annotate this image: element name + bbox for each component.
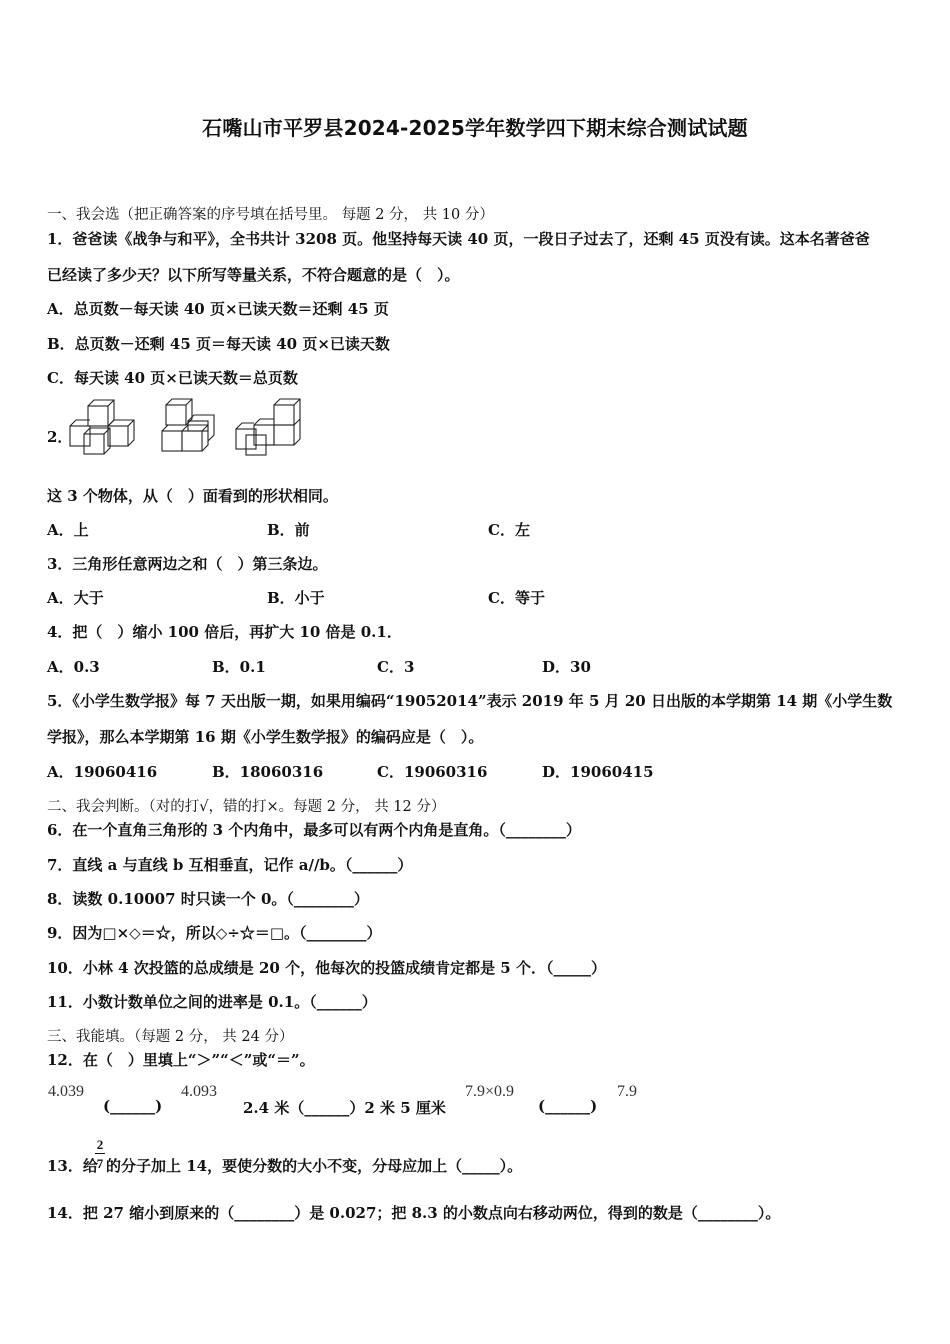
q13-prefix: 13．给 [47, 1157, 98, 1175]
q1-line2: 已经读了多少天？以下所写等量关系，不符合题意的是（ ）。 [47, 266, 460, 284]
judgment-item-9: 9．因为□×◇＝☆，所以◇÷☆＝□。（________） [47, 924, 382, 942]
q5-option-c: C．19060316 [377, 763, 488, 781]
section2-heading: 二、我会判断。（对的打√，错的打×。每题 2 分， 共 12 分） [47, 799, 446, 815]
q12-value-2: 4.093 [181, 1083, 217, 1100]
q4-option-d: D．30 [542, 658, 591, 676]
q12-text: 12．在（ ）里填上“＞”“＜”或“＝”。 [47, 1051, 315, 1069]
q5-option-a: A．19060416 [47, 763, 158, 781]
judgment-item-7: 7．直线 a 与直线 b 互相垂直，记作 a//b。（______） [47, 856, 413, 874]
q2-number: 2． [47, 428, 73, 446]
q1-option-b: B．总页数－还剩 45 页＝每天读 40 页×已读天数 [47, 335, 390, 353]
page-title: 石嘴山市平罗县2024-2025学年数学四下期末综合测试试题 [202, 116, 748, 140]
q2-text: 这 3 个物体，从（ ）面看到的形状相同。 [47, 487, 338, 505]
q12-value-1: 4.039 [48, 1083, 84, 1100]
q4-option-a: A．0.3 [47, 658, 100, 676]
q13-fraction-bar [95, 1153, 105, 1154]
q3-option-b: B．小于 [267, 589, 325, 607]
section3-heading: 三、我能填。（每题 2 分， 共 24 分） [47, 1029, 294, 1045]
q12-blank-1: (______) [103, 1097, 163, 1115]
q14-text: 14．把 27 缩小到原来的（________）是 0.027；把 8.3 的小数点向右移动两位，得到的数是（________）。 [47, 1204, 781, 1222]
q4-option-b: B．0.1 [212, 658, 266, 676]
judgment-item-8: 8．读数 0.10007 时只读一个 0。（________） [47, 890, 369, 908]
judgment-item-6: 6．在一个直角三角形的 3 个内角中，最多可以有两个内角是直角。（________） [47, 821, 581, 839]
q12-blank-3: (______) [538, 1097, 598, 1115]
q4-text: 4．把（ ）缩小 100 倍后，再扩大 10 倍是 0.1． [47, 623, 402, 641]
q2-option-a: A．上 [47, 521, 89, 539]
q2-option-c: C．左 [488, 521, 530, 539]
q12-value-3: 7.9×0.9 [465, 1083, 515, 1100]
q5-option-d: D．19060415 [542, 763, 654, 781]
q13-suffix: 的分子加上 14，要使分数的大小不变，分母应加上（_____）。 [106, 1157, 523, 1175]
cube-figure-1 [66, 398, 138, 460]
q4-option-c: C．3 [377, 658, 415, 676]
q1-line1: 1．爸爸读《战争与和平》，全书共计 3208 页。他坚持每天读 40 页，一段日子过去了，还剩 45 页没有读。这本名著爸爸 [47, 230, 870, 248]
judgment-item-10: 10．小林 4 次投篮的总成绩是 20 个，他每次的投篮成绩肯定都是 5 个．（_____） [47, 959, 606, 977]
cube-figure-3 [232, 397, 304, 459]
q1-option-c: C．每天读 40 页×已读天数＝总页数 [47, 369, 298, 387]
q3-option-c: C．等于 [488, 589, 545, 607]
q5-line2: 学报》，那么本学期第 16 期《小学生数学报》的编码应是（ ）。 [47, 728, 484, 746]
q2-option-b: B．前 [267, 521, 310, 539]
q12-middle-comparison: 2.4 米（______）2 米 5 厘米 [243, 1099, 446, 1117]
q5-line1: 5．《小学生数学报》每 7 天出版一期，如果用编码“19052014”表示 2019 年 5 月 20 日出版的本学期第 14 期《小学生数 [47, 692, 893, 710]
q13-fraction-denominator: 7 [96, 1156, 104, 1171]
q12-value-4: 7.9 [617, 1083, 637, 1100]
q1-option-a: A．总页数－每天读 40 页×已读天数＝还剩 45 页 [47, 300, 389, 318]
q13-fraction-numerator: 2 [96, 1137, 104, 1152]
q3-text: 3．三角形任意两边之和（ ）第三条边。 [47, 555, 328, 573]
q5-option-b: B．18060316 [212, 763, 324, 781]
q3-option-a: A．大于 [47, 589, 104, 607]
judgment-item-11: 11．小数计数单位之间的进率是 0.1。（______） [47, 993, 377, 1011]
section1-heading: 一、我会选（把正确答案的序号填在括号里。 每题 2 分， 共 10 分） [47, 207, 494, 223]
cube-figure-2 [158, 397, 220, 459]
